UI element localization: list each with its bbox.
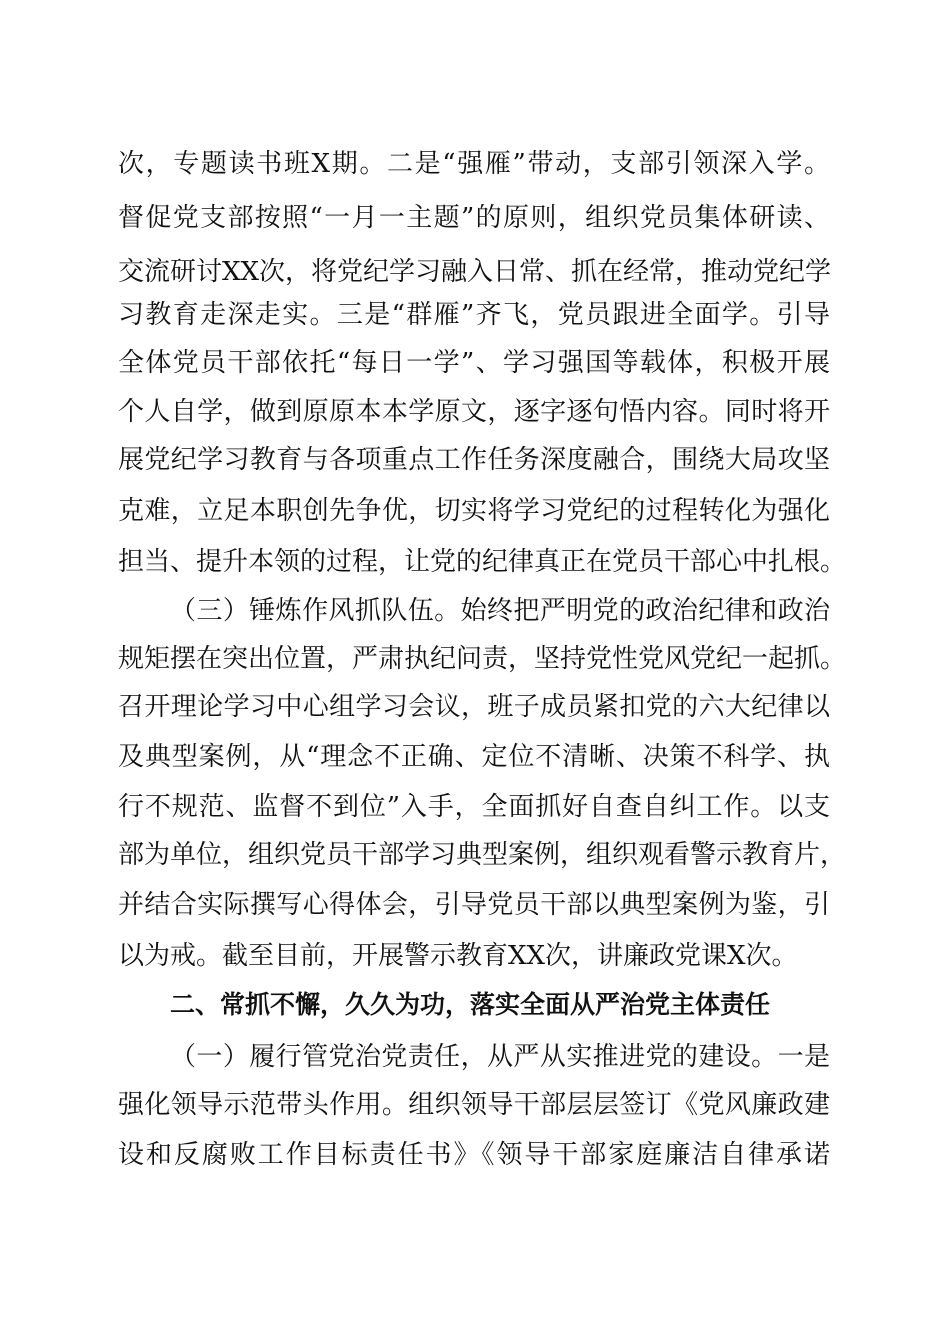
body-text-line: 部为单位，组织党员干部学习典型案例，组织观看警示教育片， bbox=[118, 840, 847, 870]
body-text-line: 召开理论学习中心组学习会议，班子成员紧扣党的六大纪律以 bbox=[118, 692, 830, 722]
body-text-line: 交流研讨XX次，将党纪学习融入日常、抓在经常，推动党纪学 bbox=[118, 257, 832, 287]
body-text-line: 习教育走深走实。三是“群雁”齐飞，党员跟进全面学。引导 bbox=[118, 300, 830, 330]
body-text-line: 担当、提升本领的过程，让党的纪律真正在党员干部心中扎根。 bbox=[118, 547, 847, 577]
body-text-line: 展党纪学习教育与各项重点工作任务深度融合，围绕大局攻坚 bbox=[118, 445, 830, 475]
body-text-line: 全体党员干部依托“每日一学”、学习强国等载体，积极开展 bbox=[118, 348, 830, 378]
body-text-line: 及典型案例，从“理念不正确、定位不清晰、决策不科学、执 bbox=[118, 742, 830, 772]
body-text-line: 次，专题读书班X期。二是“强雁”带动，支部引领深入学。 bbox=[118, 149, 830, 179]
section-heading-3: （三）锤炼作风抓队伍。始终把严明党的政治纪律和政治 bbox=[170, 596, 830, 626]
body-text-line: 行不规范、监督不到位”入手，全面抓好自查自纠工作。以支 bbox=[118, 792, 830, 822]
section-heading-1: （一）履行管党治党责任，从严从实推进党的建设。一是 bbox=[170, 1042, 830, 1072]
body-text-line: 个人自学，做到原原本本学原文，逐字逐句悟内容。同时将开 bbox=[118, 397, 830, 427]
body-text-line: 设和反腐败工作目标责任书》《领导干部家庭廉洁自律承诺 bbox=[118, 1140, 830, 1170]
body-text-line: 强化领导示范带头作用。组织领导干部层层签订《党风廉政建 bbox=[118, 1090, 830, 1120]
body-text-line: 克难，立足本职创先争优，切实将学习党纪的过程转化为强化 bbox=[118, 496, 830, 526]
chapter-heading: 二、常抓不懈，久久为功，落实全面从严治党主体责任 bbox=[170, 990, 771, 1019]
body-text-line: 以为戒。截至目前，开展警示教育XX次，讲廉政党课X次。 bbox=[118, 941, 798, 971]
body-text-line: 规矩摆在突出位置，严肃执纪问责，坚持党性党风党纪一起抓。 bbox=[118, 644, 847, 674]
body-text-line: 督促党支部按照“一月一主题”的原则，组织党员集体研读、 bbox=[118, 203, 830, 233]
body-text-line: 并结合实际撰写心得体会，引导党员干部以典型案例为鉴，引 bbox=[118, 890, 830, 920]
